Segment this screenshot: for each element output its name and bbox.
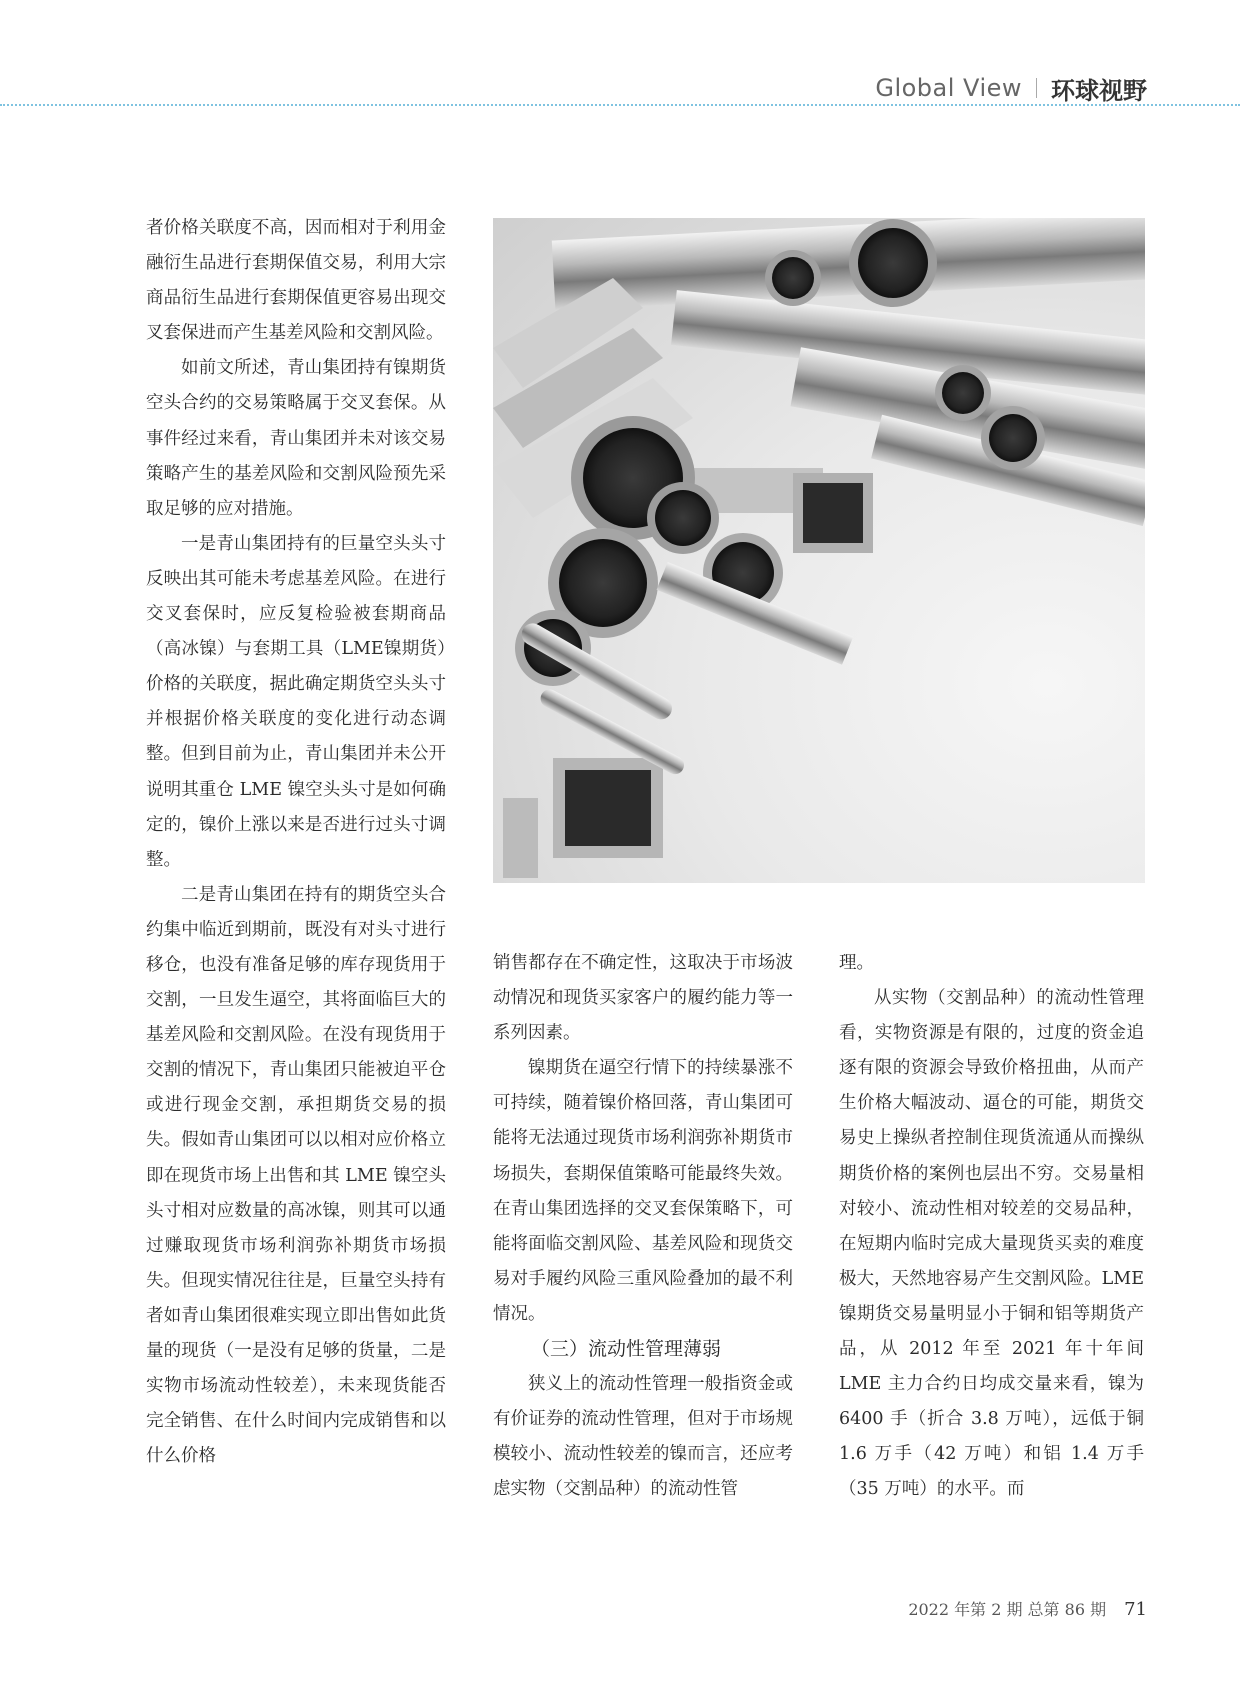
paragraph: 销售都存在不确定性，这取决于市场波动情况和现货买家客户的履约能力等一系列因素。 — [493, 953, 793, 1044]
header-dotted-rule — [0, 104, 1240, 106]
text-column-2 — [493, 946, 793, 1508]
metal-pipes-photo — [493, 218, 1145, 883]
section-title-en: Global View — [875, 74, 1022, 102]
paragraph: 镍期货在逼空行情下的持续暴涨不可持续，随着镍价格回落，青山集团可能将无法通过现货市场利润弥补期货市场损失，套期保值策略可能最终失效。在青山集团选择的交叉套保策略下，可能将面临交割风险、基差风险和现货交易对手履约风险三重风险叠加的最不利情况。 — [493, 1058, 793, 1324]
page-header — [875, 68, 1147, 108]
issue-info: 2022 年第 2 期 总第 86 期 — [908, 1600, 1107, 1619]
section-title-cn: 环球视野 — [1051, 76, 1147, 105]
page-number: 71 — [1124, 1599, 1147, 1620]
section-heading: （三）流动性管理薄弱 — [531, 1338, 722, 1361]
paragraph: 如前文所述，青山集团持有镍期货空头合约的交易策略属于交叉套保。从事件经过来看，青山集团并未对该交易策略产生的基差风险和交割风险预先采取足够的应对措施。 — [146, 358, 446, 519]
paragraph: 狭义上的流动性管理一般指资金或有价证券的流动性管理，但对于市场规模较小、流动性较差的镍而言，还应考虑实物（交割品种）的流动性管 — [493, 1374, 793, 1500]
paragraph: 二是青山集团在持有的期货空头合约集中临近到期前，既没有对头寸进行移仓，也没有准备足够的库存现货用于交割，一旦发生逼空，其将面临巨大的基差风险和交割风险。在没有现货用于交割的情况下，青山集团只能被迫平仓或进行现金交割，承担期货交易的损失。假如青山集团可以以相对应价格立即在现货市场上出售和其 LME 镍空头头寸相对应数量的高冰镍，则其可以通过赚取现货市场利润弥补期货市场损失。但现实情况往往是，巨量空头持有者如青山集团很难实现立即出售如此货量的现货（一是没有足够的货量，二是实物市场流动性较差），未来现货能否完全销售、在什么时间内完成销售和以什么价格 — [146, 884, 446, 1467]
metal-pipes-illustration — [493, 218, 1145, 883]
page-footer — [908, 1597, 1147, 1620]
paragraph: 者价格关联度不高，因而相对于利用金融衍生品进行套期保值交易，利用大宗商品衍生品进行套期保值更容易出现交叉套保进而产生基差风险和交割风险。 — [146, 218, 446, 344]
header-divider — [1036, 78, 1037, 98]
paragraph: 一是青山集团持有的巨量空头头寸反映出其可能未考虑基差风险。在进行交叉套保时，应反复检验被套期商品（高冰镍）与套期工具（LME镍期货）价格的关联度，据此确定期货空头头寸并根据价格关联度的变化进行动态调整。但到目前为止，青山集团并未公开说明其重仓 LME 镍空头头寸是如何确定的，镍价上涨以来是否进行过头寸调整。 — [146, 533, 446, 870]
text-column-1 — [146, 211, 446, 1474]
text-column-3 — [839, 946, 1144, 1508]
paragraph: 从实物（交割品种）的流动性管理看，实物资源是有限的，过度的资金追逐有限的资源会导致价格扭曲，从而产生价格大幅波动、逼仓的可能，期货交易史上操纵者控制住现货流通从而操纵期货价格的案例也层出不穷。交易量相对较小、流动性相对较差的交易品种，在短期内临时完成大量现货买卖的难度极大，天然地容易产生交割风险。LME 镍期货交易量明显小于铜和铝等期货产品，从 2012 年至 2021 年十年间 LME 主力合约日均成交量来看，镍为 6400 手（折合 3.8 万吨），远低于铜 1.6 万手（42 万吨）和铝 1.4 万手（35 万吨）的水平。而 — [839, 988, 1144, 1500]
paragraph: 理。 — [839, 953, 874, 973]
